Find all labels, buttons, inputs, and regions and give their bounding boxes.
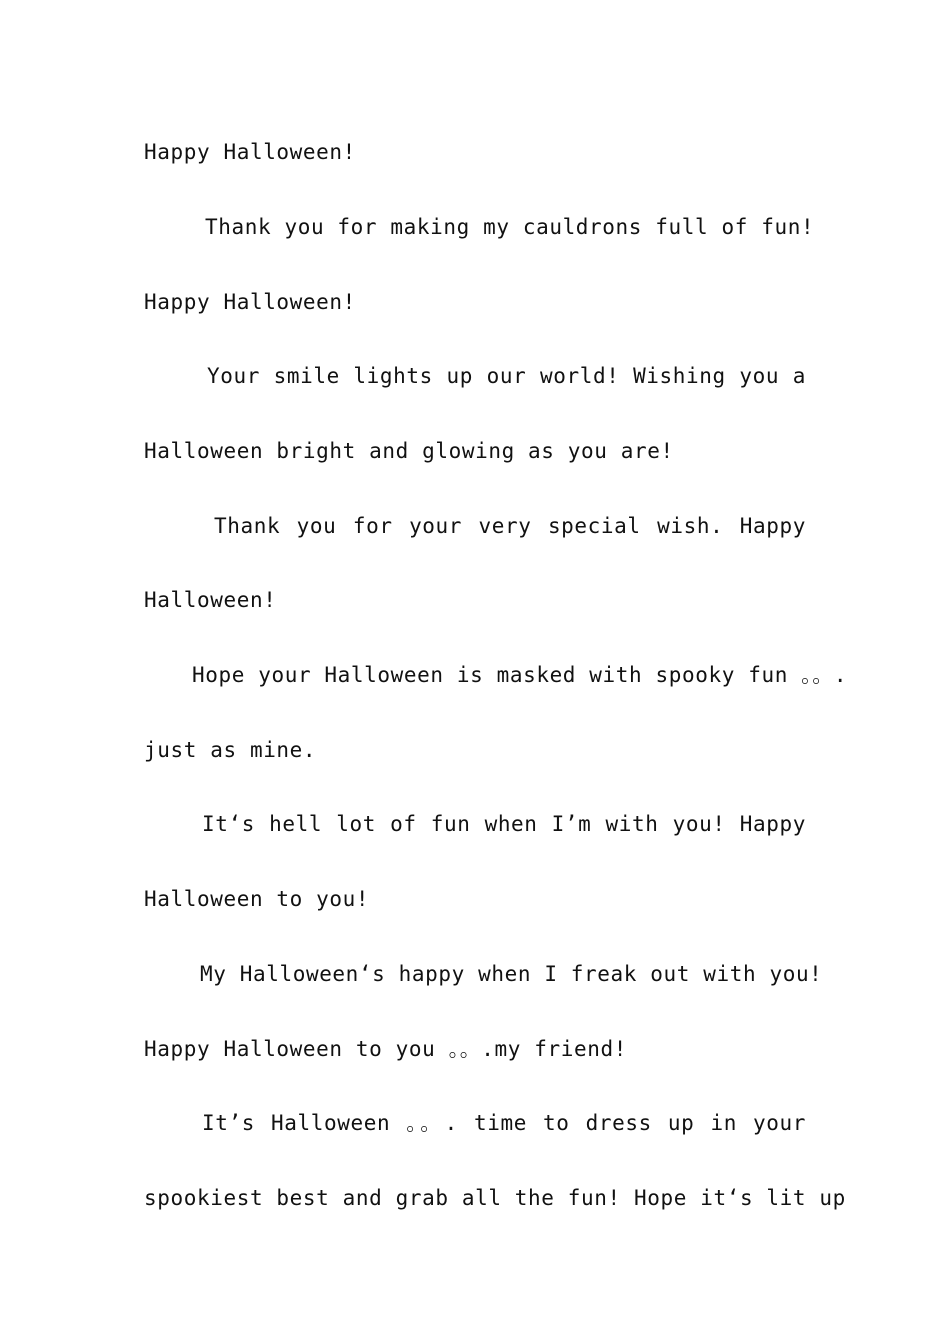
text-line: It‘s hell lot of fun when I’m with you! Happy	[202, 812, 806, 836]
text-line: Thank you for making my cauldrons full of fun!	[205, 215, 815, 239]
text-line: Happy Halloween!	[144, 140, 356, 164]
text-line: Your smile lights up our world! Wishing you a	[207, 364, 806, 388]
text-line: just as mine.	[144, 738, 317, 762]
text-line: Happy Halloween!	[144, 290, 356, 314]
text-line: It’s Halloween 。。. time to dress up in your	[202, 1111, 806, 1135]
text-line: My Halloween‘s happy when I freak out with you!	[200, 962, 823, 986]
text-line: spookiest best and grab all the fun! Hope it‘s lit up	[144, 1186, 846, 1210]
text-line: Halloween!	[144, 588, 277, 612]
text-line: Halloween to you!	[144, 887, 370, 911]
text-line: Happy Halloween to you 。。.my friend!	[144, 1037, 627, 1061]
text-line: Hope your Halloween is masked with spooky fun 。。.	[192, 663, 848, 687]
text-line: Thank you for your very special wish. Happy	[214, 514, 806, 538]
text-line: Halloween bright and glowing as you are!	[144, 439, 674, 463]
